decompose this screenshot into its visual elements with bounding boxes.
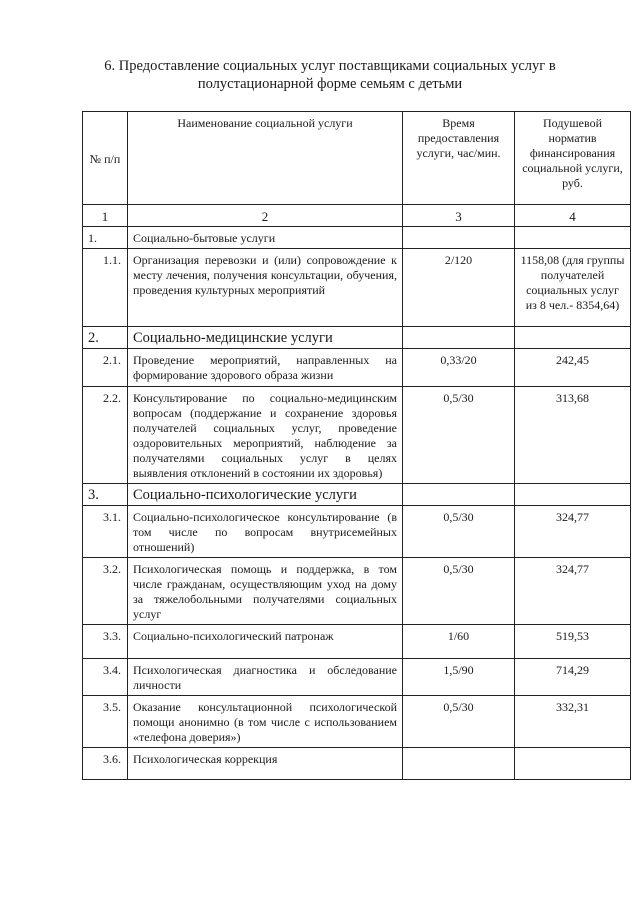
row-number: 2.2.	[83, 387, 128, 484]
service-name: Социально-психологический патронаж	[128, 625, 403, 659]
service-name: Проведение мероприятий, направленных на формирование здорового образа жизни	[128, 349, 403, 387]
table-row	[83, 659, 631, 696]
service-time: 1,5/90	[403, 659, 515, 696]
table-row	[83, 748, 631, 780]
table-row	[83, 349, 631, 387]
row-number: 2.1.	[83, 349, 128, 387]
table-row	[83, 387, 631, 484]
section-title: Социально-медицинские услуги	[128, 327, 403, 349]
table-row	[83, 558, 631, 625]
document-title	[70, 57, 590, 93]
service-norm	[515, 484, 631, 506]
row-number: 3.1.	[83, 506, 128, 558]
header-name: Наименование социальной услуги	[128, 112, 403, 205]
table-row	[83, 506, 631, 558]
header-norm: Подушевой норматив финансирования социальной услуги, руб.	[515, 112, 631, 205]
service-name: Психологическая помощь и поддержка, в том числе гражданам, осуществляющим уход на дому за тяжелобольными получателями социальных услуг	[128, 558, 403, 625]
row-number: 1.1.	[83, 249, 128, 327]
service-time	[403, 484, 515, 506]
header-time: Время предоставления услуги, час/мин.	[403, 112, 515, 205]
service-norm	[515, 748, 631, 780]
table-header-row	[83, 112, 631, 205]
column-index-cell: 3	[403, 205, 515, 227]
service-time	[403, 227, 515, 249]
row-number: 3.	[83, 484, 128, 506]
service-time: 2/120	[403, 249, 515, 327]
row-number: 2.	[83, 327, 128, 349]
service-norm	[515, 327, 631, 349]
service-name: Социально-психологическое консультирование (в том числе по вопросам внутрисемейных отношений)	[128, 506, 403, 558]
header-num: № п/п	[83, 112, 128, 205]
table-body	[83, 227, 631, 780]
service-name: Организация перевозки и (или) сопровождение к месту лечения, получения консультации, обучения, проведения культурных мероприятий	[128, 249, 403, 327]
service-norm: 313,68	[515, 387, 631, 484]
service-norm: 714,29	[515, 659, 631, 696]
table-row	[83, 696, 631, 748]
service-time: 0,5/30	[403, 696, 515, 748]
section-row	[83, 484, 631, 506]
service-norm: 519,53	[515, 625, 631, 659]
section-title: Социально-бытовые услуги	[128, 227, 403, 249]
section-row	[83, 327, 631, 349]
service-norm: 324,77	[515, 558, 631, 625]
table-row	[83, 625, 631, 659]
service-time: 0,5/30	[403, 506, 515, 558]
service-norm: 1158,08 (для группы получателей социальных услуг из 8 чел.- 8354,64)	[515, 249, 631, 327]
service-time: 0,5/30	[403, 558, 515, 625]
table-row	[83, 249, 631, 327]
section-title: Социально-психологические услуги	[128, 484, 403, 506]
service-time: 0,5/30	[403, 387, 515, 484]
row-number: 3.4.	[83, 659, 128, 696]
row-number: 3.2.	[83, 558, 128, 625]
service-name: Консультирование по социально-медицинским вопросам (поддержание и сохранение здоровья получателей социальных услуг, проведение оздоровительных мероприятий, наблюдение за получателями социальных услуг в целях выявления отклонений в состоянии их здоровья)	[128, 387, 403, 484]
title-line-2: полустационарной форме семьям с детьми	[197, 76, 463, 92]
row-number: 3.5.	[83, 696, 128, 748]
services-table	[82, 111, 631, 780]
row-number: 1.	[83, 227, 128, 249]
column-index-cell: 1	[83, 205, 128, 227]
service-time	[403, 327, 515, 349]
service-name: Оказание консультационной психологической помощи анонимно (в том числе с использованием «телефона доверия»)	[128, 696, 403, 748]
service-name: Психологическая коррекция	[128, 748, 403, 780]
service-name: Психологическая диагностика и обследование личности	[128, 659, 403, 696]
service-time: 0,33/20	[403, 349, 515, 387]
section-row	[83, 227, 631, 249]
column-index-cell: 2	[128, 205, 403, 227]
service-time	[403, 748, 515, 780]
service-norm: 242,45	[515, 349, 631, 387]
row-number: 3.6.	[83, 748, 128, 780]
row-number: 3.3.	[83, 625, 128, 659]
service-time: 1/60	[403, 625, 515, 659]
column-index-cell: 4	[515, 205, 631, 227]
column-index-row	[83, 205, 631, 227]
service-norm	[515, 227, 631, 249]
service-norm: 324,77	[515, 506, 631, 558]
service-norm: 332,31	[515, 696, 631, 748]
title-line-1: 6. Предоставление социальных услуг поставщиками социальных услуг в	[104, 58, 556, 74]
